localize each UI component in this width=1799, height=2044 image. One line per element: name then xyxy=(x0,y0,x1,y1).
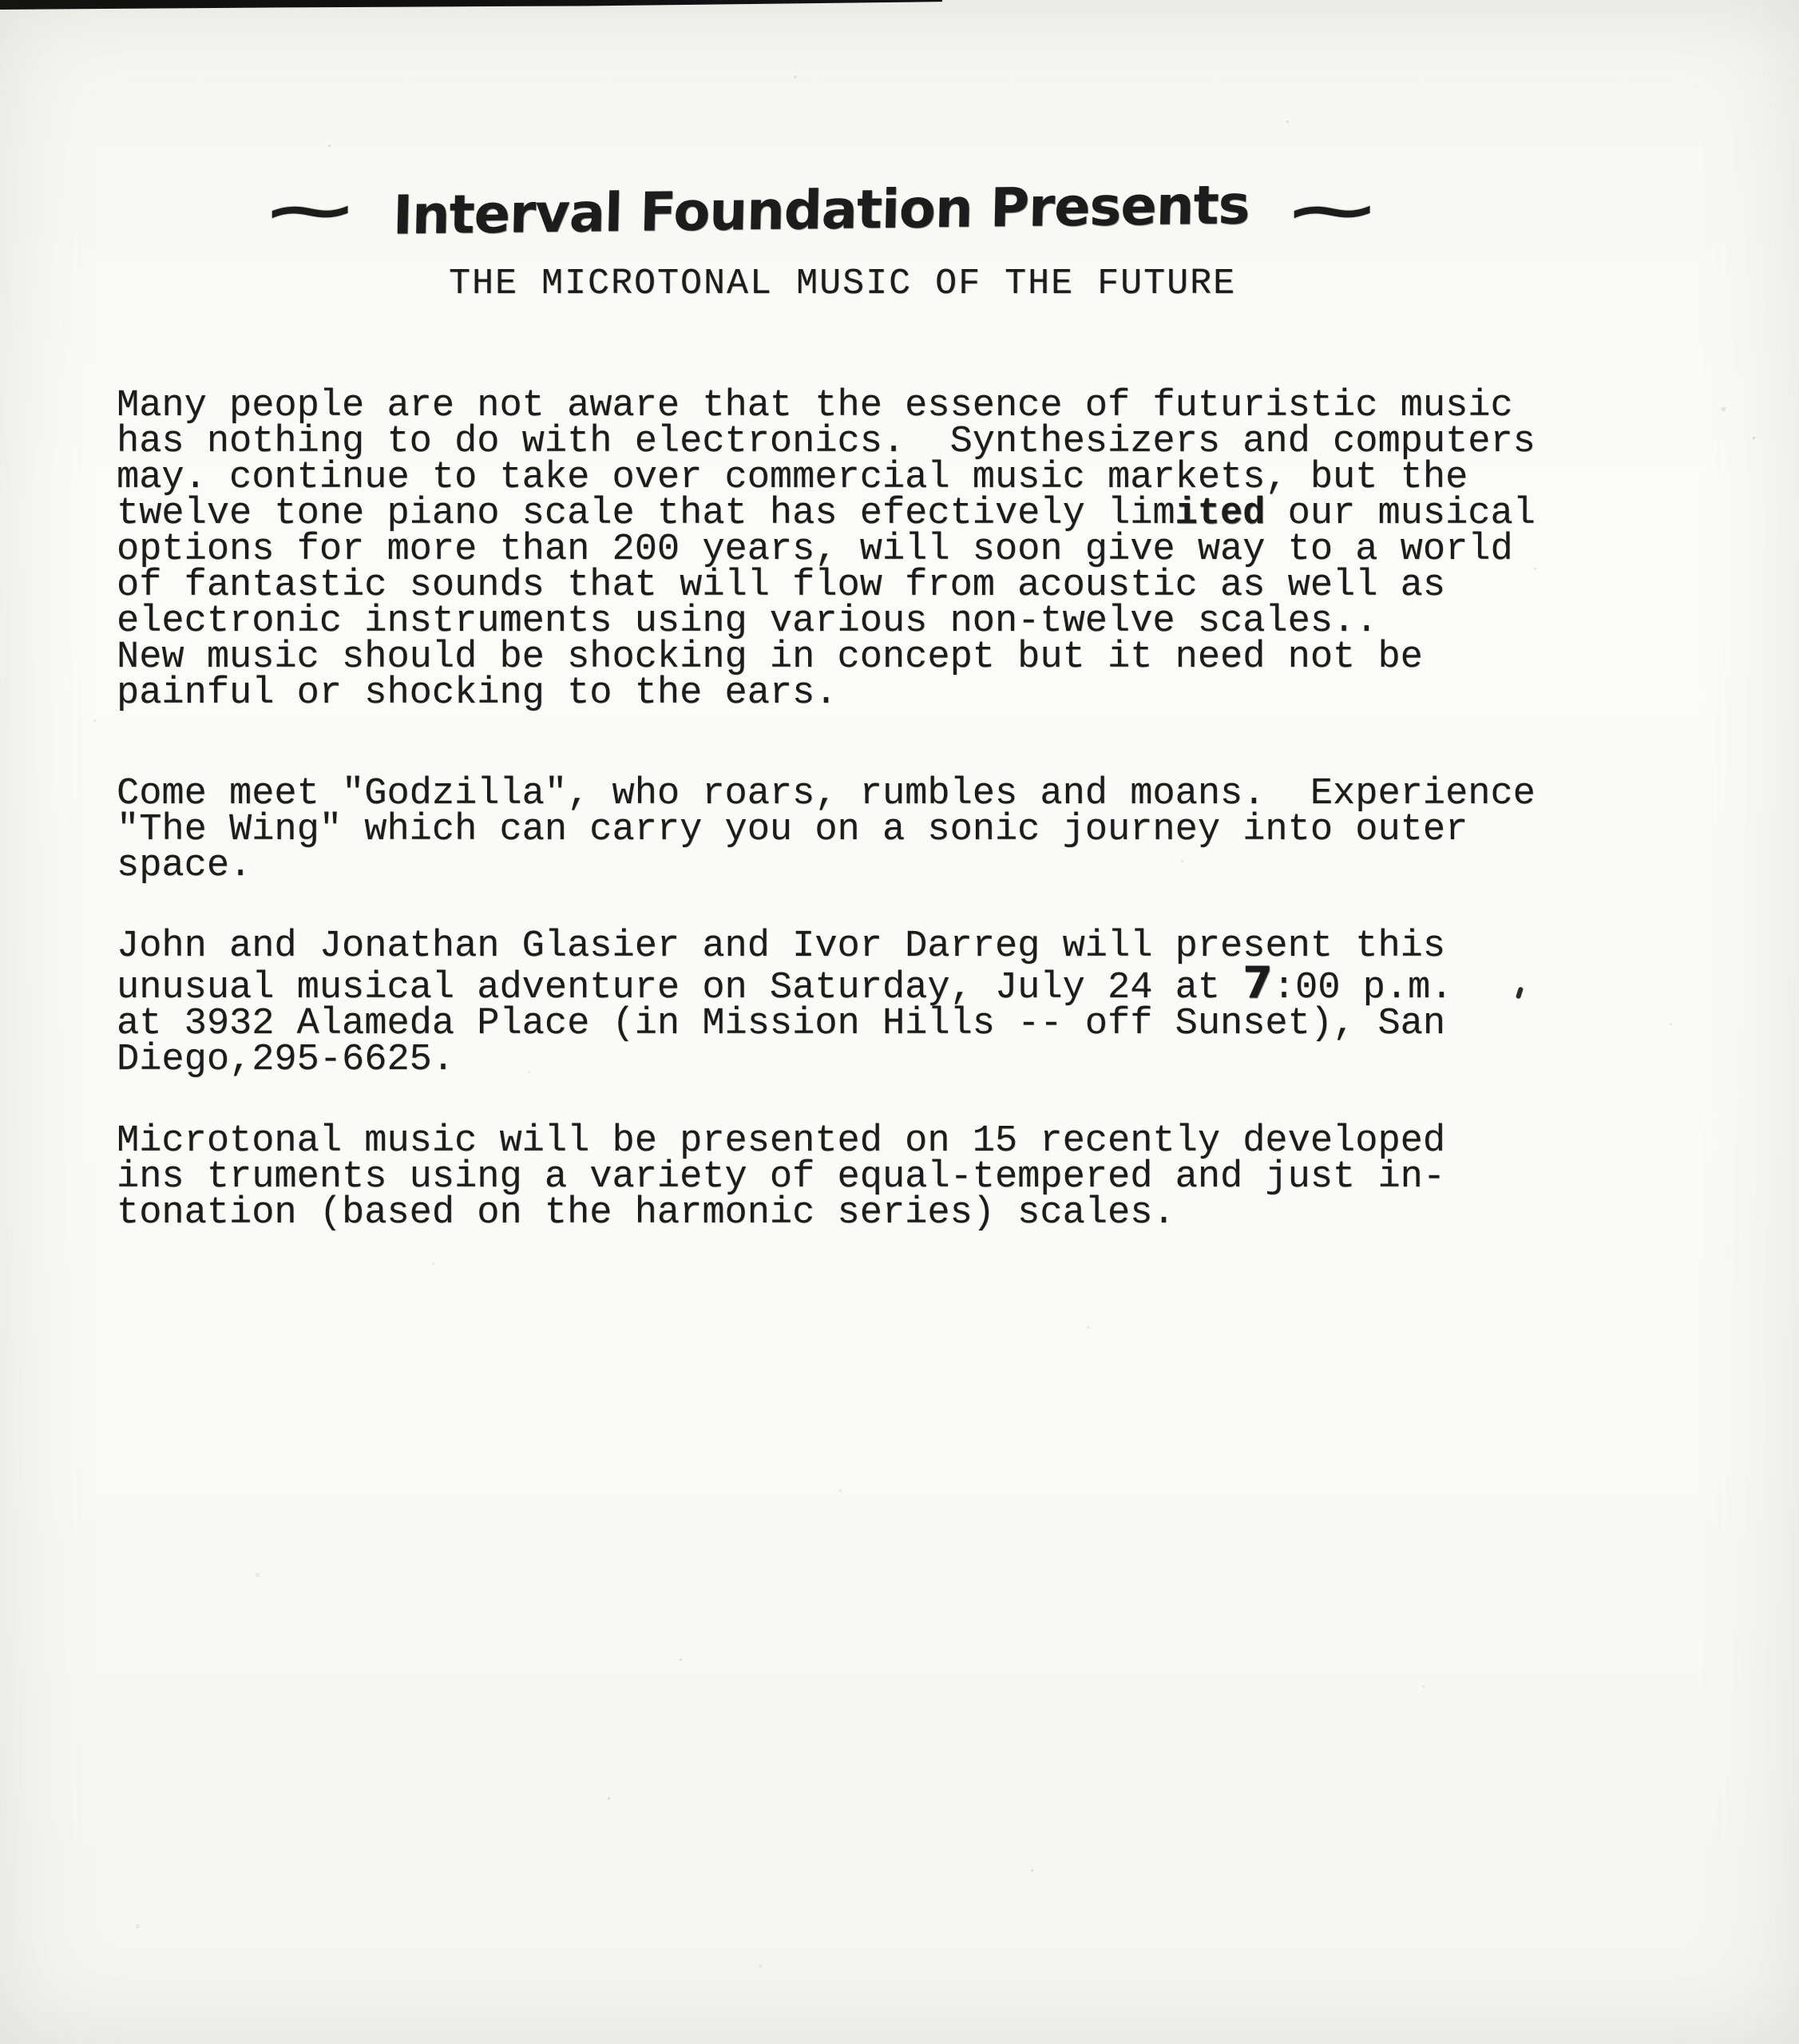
text-segment: our musical xyxy=(1265,493,1535,535)
text-line: Microtonal music will be presented on 15 recently developed xyxy=(117,1120,1446,1163)
text-segment: unusual musical adventure on Saturday, July 24 at xyxy=(117,967,1243,1009)
ink-smudge xyxy=(1516,986,1524,999)
text-line: options for more than 200 years, will soon give way to a world xyxy=(117,529,1513,571)
text-segment: :00 p.m. xyxy=(1272,967,1453,1009)
text-segment: twelve tone piano scale that has efectively lim xyxy=(117,493,1175,535)
text-line: Come meet "Godzilla", who roars, rumbles and moans. Experience xyxy=(117,773,1535,815)
paragraph-intro xyxy=(117,385,1535,715)
text-line: electronic instruments using various non-twelve scales.. xyxy=(117,600,1378,643)
text-line: tonation (based on the harmonic series) scales. xyxy=(117,1192,1175,1234)
text-line xyxy=(117,957,1453,1009)
paragraph-instruments xyxy=(117,1120,1446,1234)
squiggle-left-decoration: ~ xyxy=(259,174,361,246)
text-line xyxy=(117,493,1535,535)
text-line: at 3932 Alameda Place (in Mission Hills -- off Sunset), San xyxy=(117,1003,1446,1045)
text-line: New music should be shocking in concept but it need not be xyxy=(117,636,1423,679)
paragraph-godzilla xyxy=(117,773,1535,887)
paragraph-event-details xyxy=(117,925,1453,1081)
overstruck-text: ited xyxy=(1175,493,1266,535)
text-line: ins truments using a variety of equal-tempered and just in- xyxy=(117,1156,1446,1198)
page-subtitle: THE MICROTONAL MUSIC OF THE FUTURE xyxy=(449,263,1237,304)
text-line: of fantastic sounds that will flow from acoustic as well as xyxy=(117,564,1446,607)
text-line: "The Wing" which can carry you on a sonic journey into outer xyxy=(117,809,1468,851)
text-line: Diego,295-6625. xyxy=(117,1039,455,1081)
text-line: space. xyxy=(117,845,252,887)
text-line: painful or shocking to the ears. xyxy=(117,672,838,715)
title-row xyxy=(259,173,1383,247)
scan-edge-artifact xyxy=(0,0,942,10)
handwritten-seven: 7 xyxy=(1242,957,1273,1008)
squiggle-right-decoration: ~ xyxy=(1281,174,1383,246)
text-line: may. continue to take over commercial music markets, but the xyxy=(117,457,1468,499)
text-line: Many people are not aware that the essence of futuristic music xyxy=(117,385,1513,427)
text-line: John and Jonathan Glasier and Ivor Darreg will present this xyxy=(117,925,1446,968)
scan-noise xyxy=(0,0,1,1)
text-line: has nothing to do with electronics. Synthesizers and computers xyxy=(117,421,1535,463)
page-title: Interval Foundation Presents xyxy=(391,173,1250,247)
